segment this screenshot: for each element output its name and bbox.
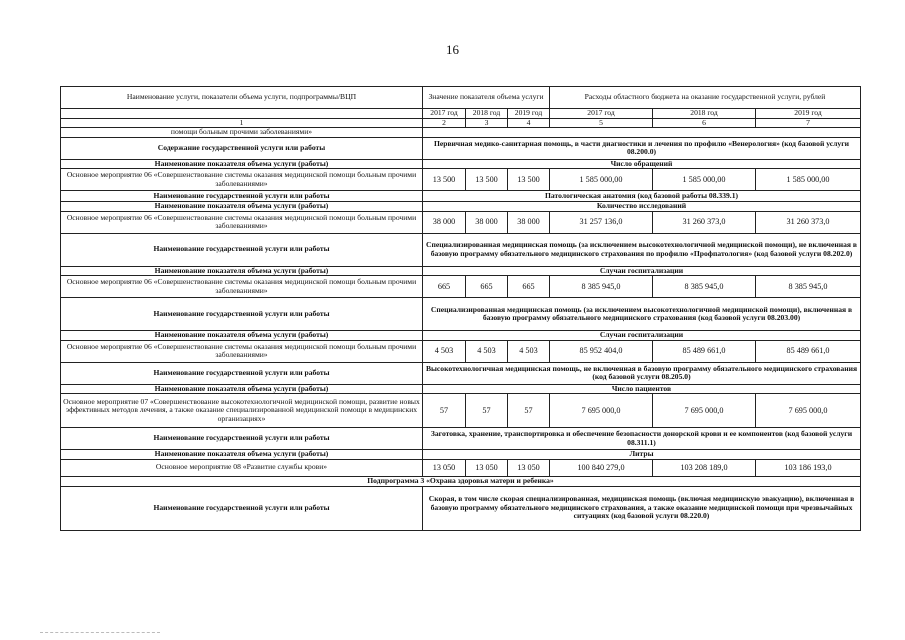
section-label: Наименование государственной услуги или работы xyxy=(61,191,423,202)
budget-cell: 103 186 193,0 xyxy=(756,459,861,476)
col-number: 6 xyxy=(653,118,756,128)
budget-cell: 85 489 661,0 xyxy=(756,340,861,362)
row-name: Основное мероприятие 07 «Совершенствование высокотехнологичной медицинской помощи, развитие новых эффективных методов лечения, а также оказание специализированной медицинской помощи в медицинских организациях» xyxy=(61,394,423,428)
header-year: 2017 год xyxy=(550,109,653,119)
indicator-label: Наименование показателя объема услуги (работы) xyxy=(61,202,423,212)
indicator-label: Наименование показателя объема услуги (работы) xyxy=(61,159,423,169)
budget-cell: 31 260 373,0 xyxy=(653,211,756,233)
budget-cell: 8 385 945,0 xyxy=(550,276,653,298)
value-cell: 38 000 xyxy=(508,211,550,233)
indicator-value: Случаи госпитализации xyxy=(423,331,861,341)
col-number: 4 xyxy=(508,118,550,128)
value-cell: 57 xyxy=(508,394,550,428)
value-cell: 13 050 xyxy=(423,459,466,476)
section-heading: Патологическая анатомия (код базовой работы 08.339.1) xyxy=(423,191,861,202)
col-number: 1 xyxy=(61,118,423,128)
carry-over-text: помощи больным прочими заболеваниями» xyxy=(61,128,423,138)
budget-cell: 7 695 000,0 xyxy=(550,394,653,428)
indicator-value: Число обращений xyxy=(423,159,861,169)
section-label: Наименование государственной услуги или работы xyxy=(61,428,423,450)
services-table xyxy=(60,86,861,531)
section-heading: Первичная медико-санитарная помощь, в части диагностики и лечения по профилю «Венерология» (код базовой услуги 08.200.0) xyxy=(423,137,861,159)
budget-cell: 1 585 000,00 xyxy=(550,169,653,191)
section-heading: Специализированная медицинская помощь (за исключением высокотехнологичной медицинской помощи), включенная в базовую программу обязательного медицинского страхования (код базовой услуги 08.203.00) xyxy=(423,298,861,331)
budget-cell: 31 257 136,0 xyxy=(550,211,653,233)
header-year: 2018 год xyxy=(653,109,756,119)
col-number: 3 xyxy=(466,118,508,128)
row-name: Основное мероприятие 06 «Совершенствование системы оказания медицинской помощи больным прочими заболеваниями» xyxy=(61,169,423,191)
row-name: Основное мероприятие 08 «Развитие службы крови» xyxy=(61,459,423,476)
header-empty-cell xyxy=(61,109,423,119)
budget-cell: 103 208 189,0 xyxy=(653,459,756,476)
row-name: Основное мероприятие 06 «Совершенствование системы оказания медицинской помощи больным прочими заболеваниями» xyxy=(61,276,423,298)
value-cell: 665 xyxy=(423,276,466,298)
budget-cell: 1 585 000,00 xyxy=(756,169,861,191)
value-cell: 13 500 xyxy=(466,169,508,191)
value-cell: 665 xyxy=(508,276,550,298)
value-cell: 4 503 xyxy=(423,340,466,362)
header-name-col: Наименование услуги, показатели объема услуги, подпрограммы/ВЦП xyxy=(61,87,423,109)
value-cell: 57 xyxy=(423,394,466,428)
page-number: 16 xyxy=(446,42,459,57)
value-cell: 38 000 xyxy=(466,211,508,233)
section-heading: Высокотехнологичная медицинская помощь, не включенная в базовую программу обязательного медицинского страхования (код базовой услуги 08.205.0) xyxy=(423,362,861,384)
indicator-value: Количество исследований xyxy=(423,202,861,212)
indicator-value: Литры xyxy=(423,450,861,460)
value-cell: 13 050 xyxy=(466,459,508,476)
indicator-label: Наименование показателя объема услуги (работы) xyxy=(61,266,423,276)
value-cell: 13 050 xyxy=(508,459,550,476)
budget-cell: 8 385 945,0 xyxy=(653,276,756,298)
header-year: 2019 год xyxy=(756,109,861,119)
value-cell: 57 xyxy=(466,394,508,428)
row-name: Основное мероприятие 06 «Совершенствование системы оказания медицинской помощи больным прочими заболеваниями» xyxy=(61,211,423,233)
section-label: Наименование государственной услуги или работы xyxy=(61,486,423,530)
col-number: 2 xyxy=(423,118,466,128)
section-heading: Заготовка, хранение, транспортировка и обеспечение безопасности донорской крови и ее компонентов (код базовой услуги 08.311.1) xyxy=(423,428,861,450)
indicator-label: Наименование показателя объема услуги (работы) xyxy=(61,331,423,341)
section-heading: Специализированная медицинская помощь (за исключением высокотехнологичной медицинской помощи), не включенная в базовую программу обязательного медицинского страхования по профилю «Профпатология» (код базовой услуги 08.202.0) xyxy=(423,233,861,266)
col-number: 5 xyxy=(550,118,653,128)
section-label: Наименование государственной услуги или работы xyxy=(61,298,423,331)
header-year: 2018 год xyxy=(466,109,508,119)
empty-cell xyxy=(423,128,861,138)
budget-cell: 1 585 000,00 xyxy=(653,169,756,191)
row-name: Основное мероприятие 06 «Совершенствование системы оказания медицинской помощи больным прочими заболеваниями» xyxy=(61,340,423,362)
value-cell: 4 503 xyxy=(466,340,508,362)
budget-cell: 8 385 945,0 xyxy=(756,276,861,298)
header-year: 2019 год xyxy=(508,109,550,119)
indicator-label: Наименование показателя объема услуги (работы) xyxy=(61,384,423,394)
value-cell: 665 xyxy=(466,276,508,298)
section-heading: Скорая, в том числе скорая специализированная, медицинская помощь (включая медицинскую эвакуацию), включенная в базовую программу обязательного медицинского страхования, а также оказание медицинской помощи при чрезвычайных ситуациях (код базовой услуги 08.220.0) xyxy=(423,486,861,530)
value-cell: 4 503 xyxy=(508,340,550,362)
header-value-group: Значение показателя объема услуги xyxy=(423,87,550,109)
value-cell: 13 500 xyxy=(423,169,466,191)
budget-cell: 7 695 000,0 xyxy=(653,394,756,428)
col-number: 7 xyxy=(756,118,861,128)
indicator-label: Наименование показателя объема услуги (работы) xyxy=(61,450,423,460)
section-label: Содержание государственной услуги или работы xyxy=(61,137,423,159)
section-label: Наименование государственной услуги или работы xyxy=(61,362,423,384)
scan-artifact xyxy=(40,632,160,634)
value-cell: 38 000 xyxy=(423,211,466,233)
subprogram-heading: Подпрограмма 3 «Охрана здоровья матери и ребенка» xyxy=(61,476,861,486)
header-year: 2017 год xyxy=(423,109,466,119)
header-budget-group: Расходы областного бюджета на оказание государственной услуги, рублей xyxy=(550,87,861,109)
indicator-value: Число пациентов xyxy=(423,384,861,394)
budget-cell: 85 952 404,0 xyxy=(550,340,653,362)
value-cell: 13 500 xyxy=(508,169,550,191)
indicator-value: Случаи госпитализации xyxy=(423,266,861,276)
section-label: Наименование государственной услуги или работы xyxy=(61,233,423,266)
budget-cell: 85 489 661,0 xyxy=(653,340,756,362)
budget-cell: 100 840 279,0 xyxy=(550,459,653,476)
budget-cell: 7 695 000,0 xyxy=(756,394,861,428)
budget-cell: 31 260 373,0 xyxy=(756,211,861,233)
